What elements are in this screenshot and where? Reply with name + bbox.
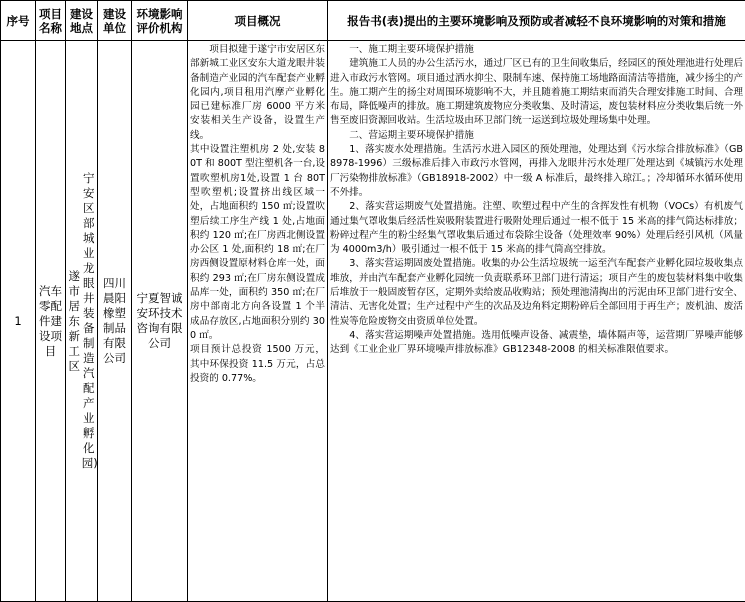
measures-heading-construction: 一、施工期主要环境保护措施 [349,44,474,55]
overview-paragraph-1: 项目拟建于遂宁市安居区东部新城工业区安东大道龙眼井装备制造产业园的汽车配套产业孵化园内,项目租用汽摩产业孵化园已建标准厂房 6000 平方米安装相关生产设备，设置生产线。 [190,44,325,141]
measures-item-exhaust: 2、落实营运期废气处置措施。注塑、吹塑过程中产生的含挥发性有机物（VOCs）有机废气通过集气罩收集后经活性炭吸附装置进行吸附处理后通过一根不低于 15 米高的排气筒达标排放；粉碎过程产生的粉尘经集气罩收集后通过布袋除尘设备（处理效率 90%）处理后经引风机（风量为 4000m3/h）吸引通过一根不低于 15 米高的排气筒高空排放。 [330,201,743,256]
agency-value: 宁夏智诚安环技术咨询有限公司 [136,291,183,350]
measures-heading-operation: 二、营运期主要环境保护措施 [349,129,474,141]
header-seq: 序号 [1,1,36,41]
overview-paragraph-3: 项目预计总投资 1500 万元，其中环保投资 11.5 万元，占总投资的 0.77%。 [190,344,325,384]
cell-project-name [36,41,66,602]
header-unit: 建设单位 [98,1,132,41]
cell-seq [1,41,36,602]
cell-measures [328,41,745,602]
header-measures: 报告书(表)提出的主要环境影响及预防或者减轻不良环境影响的对策和措施 [328,1,745,41]
measures-item-wastewater: 1、落实废水处理措施。生活污水进入园区的预处理池，处理达到《污水综合排放标准》（GB8978-1996）三级标准后排入市政污水管网，再排入龙眼井污水处理厂处理达到《城镇污水处理厂污染物排放标准》（GB18918-2002）中一级 A 标准后，最终排入琼江。；冷却循环水循环使用不外排。 [330,144,743,198]
measures-paragraph-construction: 建筑施工人员的办公生活污水，通过厂区已有的卫生间收集后，经园区的预处理池进行处理后进入市政污水管网。项目通过洒水抑尘、限制车速、保持施工场地路面清洁等措施，减少扬尘的产生。施工期产生的扬尘对周围环境影响不大，并且随着施工期结束而消失合理安排施工时间、合理布局，降低噪声的排放。施工期建筑废物应分类收集、及时清运，废包装材料应分类收集后统一外售至废旧资源回收站。生活垃圾由环卫部门统一运送到垃圾处理场集中处理。 [330,58,743,127]
measures-item-noise: 4、落实营运期噪声处置措施。选用低噪声设备、减震垫，墙体隔声等，运营期厂界噪声能够达到《工业企业厂界环境噪声排放标准》GB12348-2008 的相关标准限值要求。 [330,329,743,356]
project-name-value: 汽车零配件建设项目 [39,283,62,358]
overview-paragraph-2: 其中设置注塑机房 2 处,安装 80T 和 800T 型注塑机各一台,设置吹塑机房1处,设置 1 台 80T 型吹塑机;设置挤出线区域一处，占地面积约 150 ㎡;设置吹塑后续工序生产线 1 处,占地面积约 120 ㎡;在厂房西北侧设置办公区 1 处,面积约 18 ㎡;在厂房西侧设置原材料仓库一处，面积约 293 ㎡;在厂房东侧设置成品库一处，面积约 350 ㎡;在厂房中部南北方向各设置 1 个半成品存放区,占地面积分别约 300 ㎡。 [190,144,325,341]
cell-unit [98,41,132,602]
header-project-name: 项目名称 [36,1,66,41]
unit-text: 四川晨阳橡塑制品有限公司 [103,276,126,365]
header-location: 建设地点 [66,1,98,41]
table-row [1,41,745,602]
location-text-b: 宁安区部城业龙眼井装备制造汽配产业孵化园) [81,171,98,470]
header-agency: 环境影响评价机构 [132,1,188,41]
cell-overview [188,41,328,602]
header-overview: 项目概况 [188,1,328,41]
seq-value: 1 [14,313,22,328]
cell-location [66,41,98,602]
measures-item-solid-waste: 3、落实营运期固废处置措施。收集的办公生活垃圾统一运至汽车配套产业孵化园垃圾收集点堆放，并由汽车配套产业孵化园统一负责联系环卫部门进行清运；项目产生的废包装材料集中收集后堆放于一般固废暂存区，定期外卖给废品收购站；预处理池清掏出的污泥由环卫部门进行安全、清洁、无害化处置；生产过程中产生的次品及边角料定期粉碎后全部回用于再生产；废机油、废活性炭等危险废物交由资质单位处置。 [330,258,743,327]
cell-agency [132,41,188,602]
header-row [1,1,745,41]
location-text-a: 遂市居东新工区 [68,268,80,373]
